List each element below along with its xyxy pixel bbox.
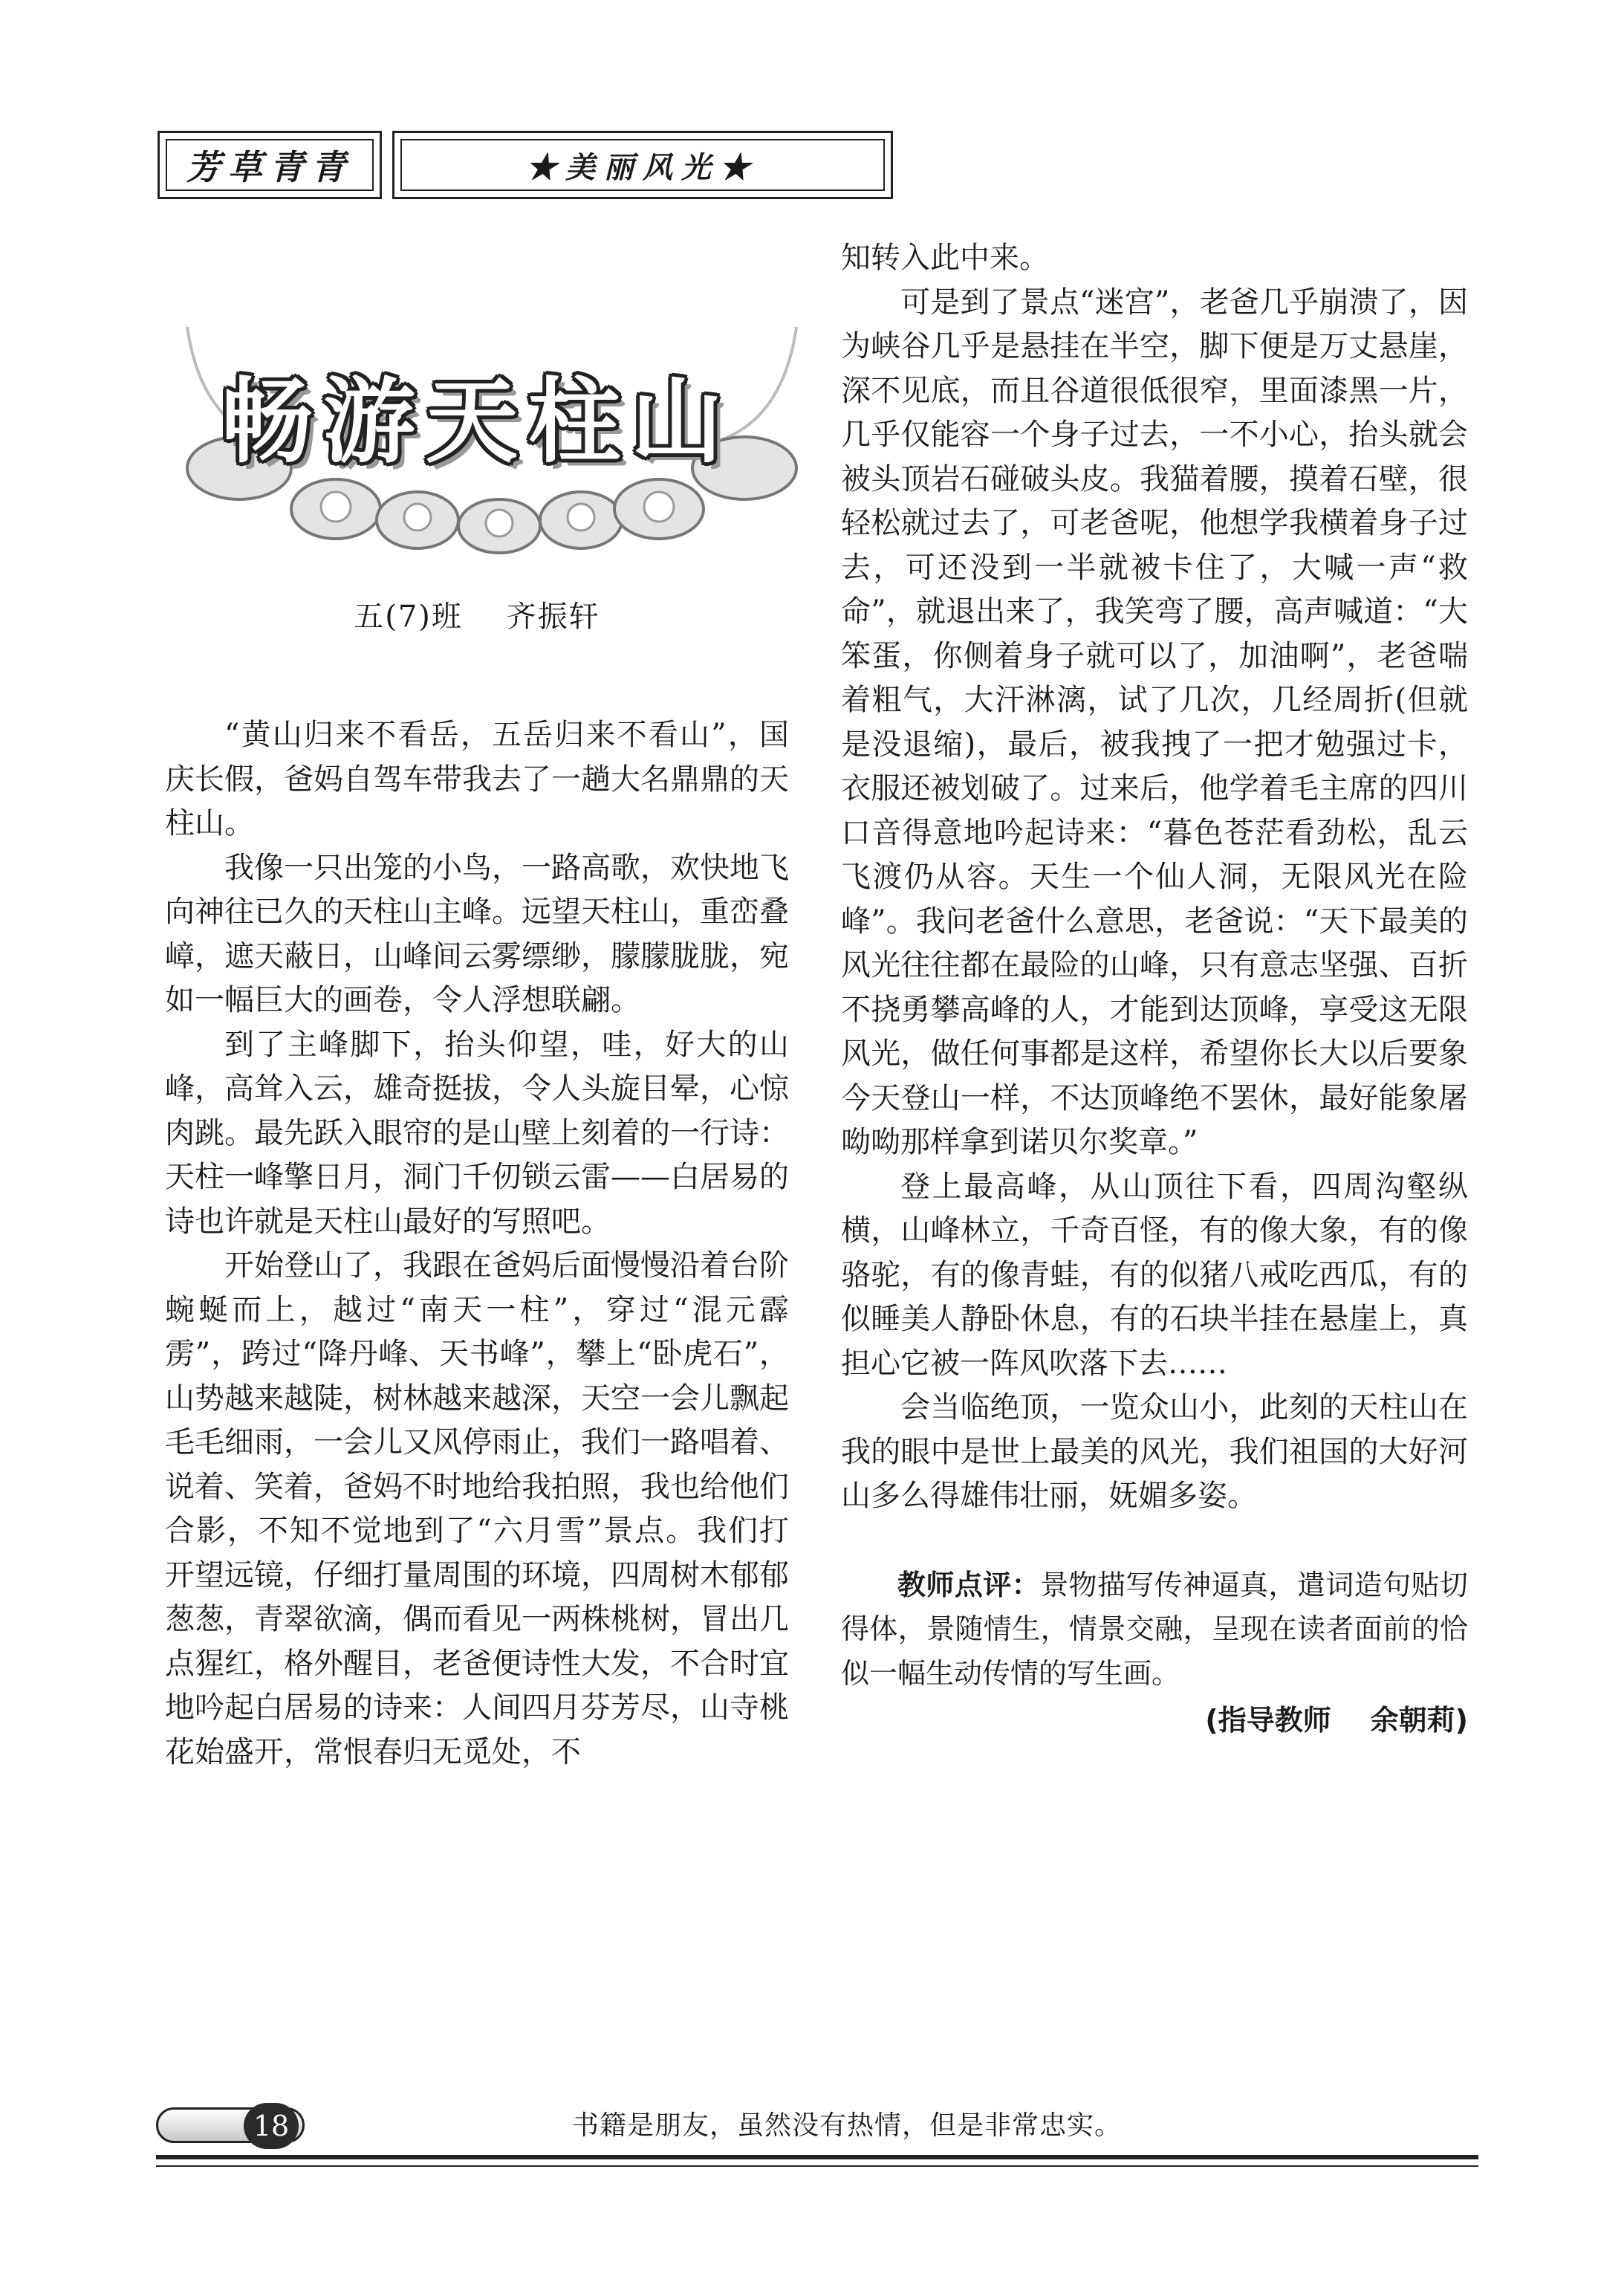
footer-quote: 书籍是朋友，虽然没有热情，但是非常忠实。 (572, 2110, 1123, 2141)
paragraph: 可是到了景点“迷宫”，老爸几乎崩溃了，因为峡谷几乎是悬挂在半空，脚下便是万丈悬崖，深不见底，而且谷道很低很窄，里面漆黑一片，几乎仅能容一个身子过去，一不小心，抬头就会被头顶岩石碰破头皮。我猫着腰，摸着石壁，很轻松就过去了，可老爸呢，他想学我横着身子过去，可还没到一半就被卡住了，大喊一声“救命”，就退出来了，我笑弯了腰，高声喊道：“大笨蛋，你侧着身子就可以了，加油啊”，老爸喘着粗气，大汗淋漓，试了几次，几经周折(但就是没退缩)，最后，被我拽了一把才勉强过卡，衣服还被划破了。过来后，他学着毛主席的四川口音得意地吟起诗来：“暮色苍茫看劲松，乱云飞渡仍从容。天生一个仙人洞，无限风光在险峰”。我问老爸什么意思，老爸说：“天下最美的风光往往都在最险的山峰，只有意志坚强、百折不挠勇攀高峰的人，才能到达顶峰，享受这无限风光，做任何事都是这样，希望你长大以后要象今天登山一样，不达顶峰绝不罢休，最好能象屠呦呦那样拿到诺贝尔奖章。” (841, 285, 1468, 1159)
paragraph: 登上最高峰，从山顶往下看，四周沟壑纵横，山峰林立，千奇百怪，有的像大象，有的像骆驼，有的像青蛙，有的似猪八戒吃西瓜，有的似睡美人静卧休息，有的石块半挂在悬崖上，真担心它被一阵风吹落下去…… (841, 1169, 1468, 1381)
comment-text: 景物描写传神逼真，遣词造句贴切得体，景随情生，情景交融，呈现在读者面前的恰似一幅生动传情的写生画。 (841, 1568, 1468, 1690)
left-column (165, 713, 789, 1774)
comment-signature: (指导教师 余朝莉) (1205, 1704, 1468, 1737)
paragraph: “黄山归来不看岳，五岳归来不看山”，国庆长假，爸妈自驾车带我去了一趟大名鼎鼎的天柱山。 (165, 718, 789, 840)
article-author: 五(7)班 齐振轩 (354, 600, 600, 634)
teacher-comment (841, 1563, 1468, 1743)
section-box (392, 131, 893, 199)
brand-title: 芳草青青 (166, 139, 374, 191)
page-number: 18 (244, 2103, 299, 2149)
paragraph: 会当临绝顶，一览众山小，此刻的天柱山在我的眼中是世上最美的风光，我们祖国的大好河山多么得雄伟壮丽，妩媚多姿。 (841, 1390, 1468, 1513)
paragraph: 开始登山了，我跟在爸妈后面慢慢沿着台阶蜿蜒而上，越过“南天一柱”，穿过“混元霹雳”，跨过“降丹峰、天书峰”，攀上“卧虎石”，山势越来越陡，树林越来越深，天空一会儿飘起毛毛细雨，一会儿又风停雨止，我们一路唱着、说着、笑着，爸妈不时地给我拍照，我也给他们合影，不知不觉地到了“六月雪”景点。我们打开望远镜，仔细打量周围的环境，四周树木郁郁葱葱，青翠欲滴，偶而看见一两株桃树，冒出几点猩红，格外醒目，老爸便诗性大发，不合时宜地吟起白居易的诗来：人间四月芬芳尽，山寺桃花始盛开，常恨春归无觅处，不 (165, 1248, 789, 1769)
page-footer (156, 2103, 1478, 2185)
brand-box (157, 131, 382, 199)
footer-rule-thin (156, 2165, 1478, 2167)
section-title: ★美丽风光★ (400, 139, 885, 191)
footer-rule (156, 2155, 1478, 2159)
page-header (157, 131, 893, 199)
paragraph: 我像一只出笼的小鸟，一路高歌，欢快地飞向神往已久的天柱山主峰。远望天柱山，重峦叠嶂，遮天蔽日，山峰间云雾缥缈，朦朦胧胧，宛如一幅巨大的画卷，令人浮想联翩。 (165, 850, 789, 1017)
paragraph-continued: 知转入此中来。 (841, 241, 1049, 275)
comment-label: 教师点评： (897, 1568, 1041, 1601)
paragraph: 到了主峰脚下，抬头仰望，哇，好大的山峰，高耸入云，雄奇挺拔，令人头旋目晕，心惊肉跳。最先跃入眼帘的是山壁上刻着的一行诗：天柱一峰擎日月，洞门千仞锁云雷——白居易的诗也许就是天柱山最好的写照吧。 (165, 1027, 789, 1239)
right-column (841, 236, 1468, 1743)
article-title: 畅游天柱山 (220, 369, 733, 476)
